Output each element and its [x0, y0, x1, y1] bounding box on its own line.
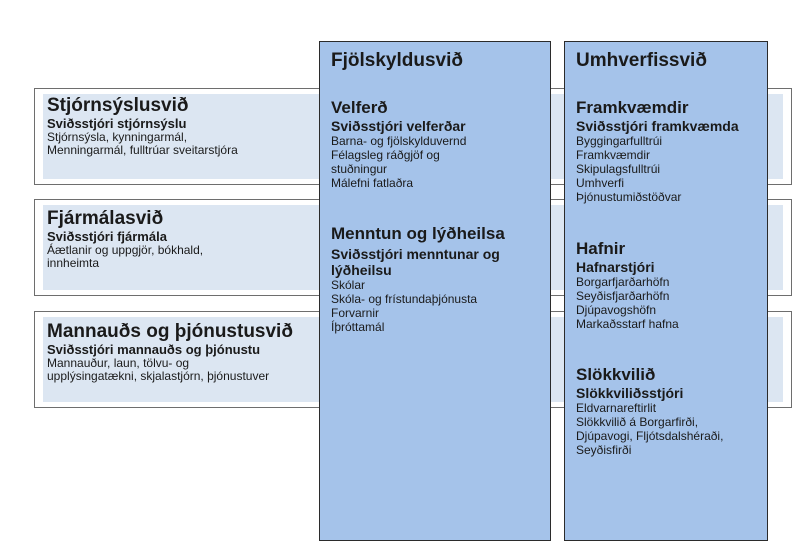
section-head: Sviðsstjóri menntunar og lýðheilsu: [331, 246, 500, 278]
division-line: Áætlanir og uppgjör, bókhald,: [47, 243, 204, 257]
section-line: stuðningur: [331, 162, 388, 176]
section-line: Skipulagsfulltrúi: [576, 162, 661, 176]
division-head: Sviðsstjóri mannauðs og þjónustu: [47, 342, 261, 357]
section-line: Barna- og fjölskylduvernd: [331, 134, 467, 148]
section-line: Eldvarnareftirlit: [576, 401, 657, 415]
section-line: Þjónustumiðstöðvar: [576, 190, 682, 204]
section-line: Skóla- og frístundaþjónusta: [331, 292, 478, 306]
division-title: Mannauðs og þjónustusvið: [47, 321, 293, 342]
column-title: Fjölskyldusvið: [331, 50, 463, 71]
section-title: Framkvæmdir: [576, 98, 689, 117]
section-line: Forvarnir: [331, 306, 380, 320]
column-umhverfissvid: [564, 41, 768, 541]
division-line: Menningarmál, fulltrúar sveitarstjóra: [47, 143, 238, 157]
section-line: Borgarfjarðarhöfn: [576, 275, 670, 289]
section-line: Djúpavogshöfn: [576, 303, 657, 317]
section-head: Sviðsstjóri framkvæmda: [576, 118, 739, 134]
section-line: Framkvæmdir: [576, 148, 650, 162]
section-line: Umhverfi: [576, 176, 625, 190]
section-line: Skólar: [331, 278, 366, 292]
division-line: innheimta: [47, 256, 100, 270]
division-line: Mannauður, laun, tölvu- og: [47, 356, 190, 370]
division-head: Sviðsstjóri fjármála: [47, 229, 167, 244]
section-line: Markaðsstarf hafna: [576, 317, 679, 331]
section-line: Seyðisfirði: [576, 443, 632, 457]
section-head: Sviðsstjóri velferðar: [331, 118, 466, 134]
section-line: Félagsleg ráðgjöf og: [331, 148, 440, 162]
column-title: Umhverfissvið: [576, 50, 707, 71]
section-line: Íþróttamál: [331, 320, 385, 334]
division-title: Stjórnsýslusvið: [47, 95, 189, 116]
section-line: Slökkvilið á Borgarfirði,: [576, 415, 699, 429]
section-title: Velferð: [331, 98, 388, 117]
section-title: Slökkvilið: [576, 365, 656, 384]
section-line: Málefni fatlaðra: [331, 176, 414, 190]
division-line: upplýsingatækni, skjalastjórn, þjónustuver: [47, 369, 270, 383]
division-head: Sviðsstjóri stjórnsýslu: [47, 116, 187, 131]
section-line: Seyðisfjarðarhöfn: [576, 289, 670, 303]
section-line: Djúpavogi, Fljótsdalshéraði,: [576, 429, 724, 443]
division-line: Stjórnsýsla, kynningarmál,: [47, 130, 188, 144]
section-line: Byggingarfulltrúi: [576, 134, 663, 148]
section-head: Slökkviliðsstjóri: [576, 385, 684, 401]
column-fjolskyldusvid: [319, 41, 551, 541]
section-title: Hafnir: [576, 239, 626, 258]
division-title: Fjármálasvið: [47, 208, 164, 229]
section-head: Hafnarstjóri: [576, 259, 655, 275]
section-title: Menntun og lýðheilsa: [331, 224, 505, 243]
